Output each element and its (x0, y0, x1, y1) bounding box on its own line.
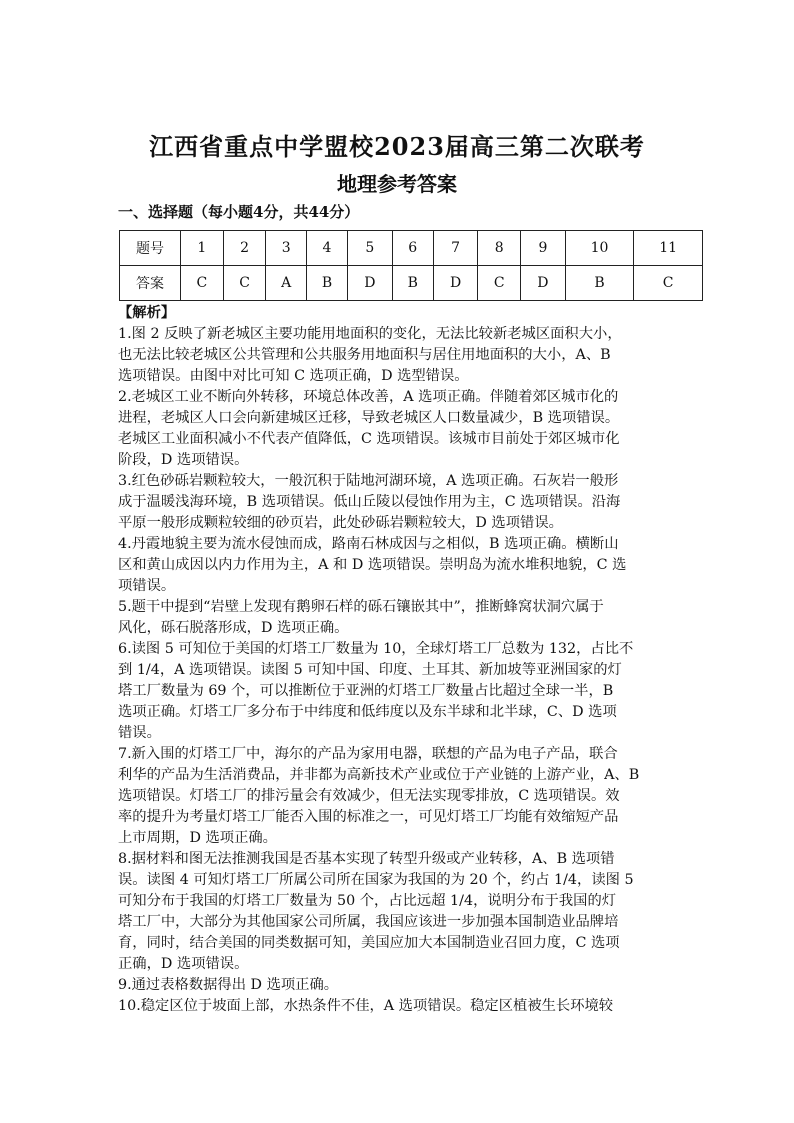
analysis-lines (118, 324, 700, 1017)
answer-cell: C (223, 266, 266, 301)
analysis-line: 误。读图 4 可知灯塔工厂所属公司所在国家为我国的为 20 个，约占 1/4，读图 5 (118, 872, 634, 888)
analysis-line: 也无法比较老城区公共管理和公共服务用地面积与居住用地面积的大小，A、B (118, 347, 611, 363)
answer-cell: A (266, 266, 307, 301)
answer-cell: B (392, 266, 433, 301)
answer-cell: B (306, 266, 347, 301)
question-number: 10 (565, 231, 634, 266)
analysis-line: 1.图 2 反映了新老城区主要功能用地面积的变化，无法比较新老城区面积大小， (118, 326, 622, 342)
analysis-line: 选项正确。灯塔工厂多分布于中纬度和低纬度以及东半球和北半球，C、D 选项 (118, 704, 617, 720)
question-number: 3 (266, 231, 307, 266)
analysis-line: 可知分布于我国的灯塔工厂数量为 50 个，占比远超 1/4，说明分布于我国的灯 (118, 893, 617, 909)
analysis-line: 塔工厂数量为 69 个，可以推断位于亚洲的灯塔工厂数量占比超过全球一半，B (118, 683, 614, 699)
analysis-line: 7.新入围的灯塔工厂中，海尔的产品为家用电器，联想的产品为电子产品，联合 (118, 746, 618, 762)
table-row-answers (120, 266, 703, 301)
analysis-line: 上市周期，D 选项正确。 (118, 830, 277, 846)
analysis-line: 6.读图 5 可知位于美国的灯塔工厂数量为 10，全球灯塔工厂总数为 132，占比不 (118, 641, 634, 657)
question-number: 9 (521, 231, 566, 266)
analysis-line: 选项错误。由图中对比可知 C 选项正确，D 选型错误。 (118, 368, 469, 384)
question-number: 1 (181, 231, 224, 266)
page-subtitle: 地理参考答案 (337, 172, 457, 196)
analysis-body (118, 303, 700, 1017)
answer-cell: B (565, 266, 634, 301)
analysis-line: 5.题干中提到“岩壁上发现有鹅卵石样的砾石镶嵌其中”，推断蜂窝状洞穴属于 (118, 599, 604, 615)
row-label-answer: 答案 (120, 266, 181, 301)
table-row-numbers (120, 231, 703, 266)
page-title: 江西省重点中学盟校2023届高三第二次联考 (149, 132, 645, 161)
row-label-number: 题号 (120, 231, 181, 266)
question-number: 4 (306, 231, 347, 266)
analysis-line: 利华的产品为生活消费品，并非都为高新技术产业或位于产业链的上游产业，A、B (118, 767, 640, 783)
analysis-line: 率的提升为考量灯塔工厂能否入围的标准之一，可见灯塔工厂均能有效缩短产品 (118, 809, 619, 825)
analysis-line: 4.丹霞地貌主要为流水侵蚀而成，路南石林成因与之相似，B 选项正确。横断山 (118, 536, 619, 552)
question-number: 6 (392, 231, 433, 266)
question-number: 5 (348, 231, 393, 266)
answer-cell: D (433, 266, 478, 301)
analysis-line: 进程，老城区人口会向新建城区迁移，导致老城区人口数量减少，B 选项错误。 (118, 410, 620, 426)
analysis-line: 老城区工业面积减小不代表产值降低，C 选项错误。该城市目前处于郊区城市化 (118, 431, 620, 447)
analysis-line: 塔工厂中，大部分为其他国家公司所属，我国应该进一步加强本国制造业品牌培 (118, 914, 619, 930)
analysis-line: 错误。 (118, 725, 161, 741)
section-heading: 一、选择题（每小题4分，共44分） (118, 203, 360, 221)
answer-table (119, 230, 703, 301)
analysis-line: 风化，砾石脱落形成，D 选项正确。 (118, 620, 349, 636)
answer-cell: C (634, 266, 703, 301)
question-number: 7 (433, 231, 478, 266)
analysis-line: 成于温暖浅海环境，B 选项错误。低山丘陵以侵蚀作用为主，C 选项错误。沿海 (118, 494, 621, 510)
analysis-line: 阶段，D 选项错误。 (118, 452, 249, 468)
answer-cell: D (521, 266, 566, 301)
analysis-line: 3.红色砂砾岩颗粒较大，一般沉积于陆地河湖环境，A 选项正确。石灰岩一般形 (118, 473, 619, 489)
answer-cell: D (348, 266, 393, 301)
question-number: 2 (223, 231, 266, 266)
analysis-line: 区和黄山成因以内力作用为主，A 和 D 选项错误。崇明岛为流水堆积地貌，C 选 (118, 557, 627, 573)
analysis-line: 10.稳定区位于坡面上部，水热条件不佳，A 选项错误。稳定区植被生长环境较 (118, 998, 614, 1014)
analysis-label: 【解析】 (118, 305, 176, 321)
analysis-line: 9.通过表格数据得出 D 选项正确。 (118, 977, 339, 993)
analysis-line: 8.据材料和图无法推测我国是否基本实现了转型升级或产业转移，A、B 选项错 (118, 851, 615, 867)
analysis-line: 2.老城区工业不断向外转移，环境总体改善，A 选项正确。伴随着郊区城市化的 (118, 389, 619, 405)
question-number: 11 (634, 231, 703, 266)
analysis-line: 正确，D 选项错误。 (118, 956, 249, 972)
analysis-line: 育，同时，结合美国的同类数据可知，美国应加大本国制造业召回力度，C 选项 (118, 935, 620, 951)
analysis-line: 平原一般形成颗粒较细的砂页岩，此处砂砾岩颗粒较大，D 选项错误。 (118, 515, 563, 531)
question-number: 8 (478, 231, 521, 266)
analysis-line: 项错误。 (118, 578, 176, 594)
answer-cell: C (181, 266, 224, 301)
analysis-line: 到 1/4，A 选项错误。读图 5 可知中国、印度、土耳其、新加坡等亚洲国家的灯 (118, 662, 622, 678)
analysis-line: 选项错误。灯塔工厂的排污量会有效减少，但无法实现零排放，C 选项错误。效 (118, 788, 620, 804)
answer-cell: C (478, 266, 521, 301)
